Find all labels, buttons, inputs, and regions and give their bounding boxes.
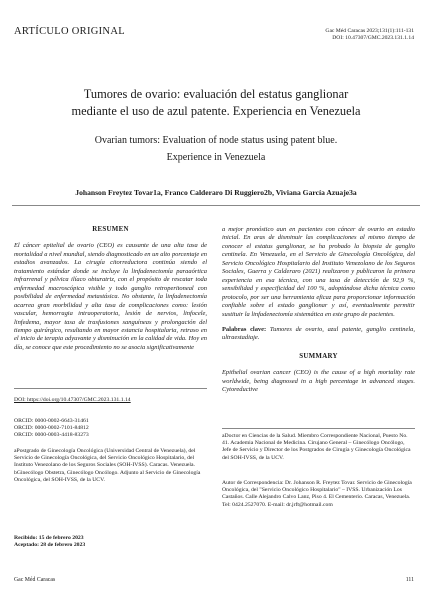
summary-heading: SUMMARY [299,352,338,360]
orcid-list [14,418,207,440]
journal-citation: Gac Méd Caracas 2023;131(1):111-131 [325,28,414,34]
orcid-2: ORCID: 0000-0002-7101-84812 [14,425,89,432]
received-date: Recibido: 15 de febrero 2023 [14,535,84,541]
title-spanish-line1: Tumores de ovario: evaluación del estatus ganglionar [83,87,349,101]
summary-text: Epithelial ovarian cancer (CEO) is the cause of a high mortality rate worldwide, being diagnosed in a high percentage in advanced stages. Cytoreductive [222,369,415,394]
title-spanish-line2: mediante el uso de azul patente. Experiencia en Venezuela [71,104,361,118]
resumen-section [14,226,207,352]
summary-rule [222,428,415,429]
resumen-continuation-text: a mejor pronóstico aun en pacientes con cáncer de ovario en estadio inicial. En aras de disminuir las complicaciones al mismo tiempo de conocer el estatus ganglionar, se ha probado la biopsia de ganglio centinela. En Venezuela, en el Servicio de Ginecología Oncológica, del Servicio Oncológico Hospitalario del Instituto Venezolano de los Seguros Sociales, Guerra y Calderaro (2021) realizaron y publicaron la primera experiencia en esa técnica, con una tasa de detección de 92,9 %, sensibilidad y especificidad del 100 %, adoptándose dicha técnica como protocolo, por ser una herramienta eficaz para proporcionar información confiable sobre el estado ganglionar y así, eventualmente permitir sustituir la linfadenectomía sistemática en este grupo de pacientes. [222,226,415,318]
header-divider [12,205,420,206]
correspondence: Autor de Correspondencia: Dr. Johanson R. Freytez Tovar. Servicio de Ginecología Oncológica, del "Servicio Oncológico Hospitalario" – IVSS. Urbanización Los Castaños. Calle Alejandro Calvo Lanz, Piso 4. El Cementerio. Caracas, Venezuela. Tel: 0424.2527070. E-mail: dr.jrft@hotmail.com [222,480,412,508]
affiliations [14,448,207,484]
accepted-date: Aceptado: 28 de febrero 2023 [14,542,86,549]
journal-citation-block [325,28,414,42]
journal-doi: DOI: 10.47307/GMC.2023.131.1.14 [332,35,414,41]
resumen-text: El cáncer epitelial de ovario (CEO) es causante de una alta tasa de mortalidad a nivel mundial, siendo diagnosticado en un alto porcentaje en estadios avanzados. La cirugía citorreductora continúa siendo el tratamiento estándar donde se incluye la linfadenectomía paraaórtica infrarrenal y pélvica ilíaco obturatriz, con el propósito de rescatar toda enfermedad macroscópica visible y todo ganglio retroperitoneal con posibilidad de enfermedad metastásica. No obstante, la linfadenectomía acarrea gran morbilidad y alta tasa de complicaciones como: lesión vascular, hemorragia intraoperatoria, lesión de nervios, linfocele, linfedema, mayor tasa de trasfusiones sanguíneas y prolongación del tiempo quirúrgico, resultando en mayor estancia hospitalaria, retraso en el inicio de terapia adyuvante y disminución en la calidad de vida. Hoy en día, se conoce que este procedimiento no se asocia significativamente [14,242,207,351]
resumen-rule [14,388,207,389]
doi-link[interactable]: DOI: https://doi.org/10.47307/GMC.2023.131.1.14 [14,397,131,403]
affiliation-a: aPostgrado de Ginecología Oncológica (Universidad Central de Venezuela), del Servicio de Ginecología Oncológica, del Servicio Oncológico Hospitalario, del Instituto Venezolano de los Seguros Sociales (SOH-IVSS). Caracas. Venezuela. [14,448,196,469]
keywords-text: Tumores de ovario, azul patente, ganglio centinela, ultraestadiaje. [222,325,415,342]
orcid-1: ORCID: 0000-0002-6643-31461 [14,418,89,424]
page-number: 111 [405,577,414,583]
title-english-line2: Experience in Venezuela [166,152,266,163]
resumen-continuation [222,226,415,395]
dates [14,535,207,549]
title-english [0,132,432,166]
doi-line [14,397,207,404]
section-label: ARTÍCULO ORIGINAL [14,26,125,37]
footnote-doctor: aDoctor en Ciencias de la Salud. Miembro Correspondiente Nacional, Puesto No. 41. Academia Nacional de Medicina. Cirujano General – Ginecólogo Oncólogo, Jefe de Servicio y Director de los Postgrados de Cirugía y Ginecología Oncológica del SOH-IVSS, de la UCV. [222,433,411,461]
authors: Johanson Freytez Tovar1a, Franco Calderaro Di Ruggiero2b, Viviana García Azuaje3a [75,188,357,197]
keywords [222,326,415,343]
title-english-line1: Ovarian tumors: Evaluation of node status using patent blue. [94,135,338,146]
title-spanish [0,86,432,120]
resumen-heading: RESUMEN [92,226,129,233]
keywords-label: Palabras clave: [222,325,267,333]
orcid-3: ORCID: 0000-0003-4418-83273 [14,432,89,439]
footer-journal: Gac Méd Caracas [14,577,56,583]
affiliation-b: bGinecólogo Obstetra, Ginecólogo Oncólogo. Adjunto al Servicio de Ginecología Oncológica, del SOH-IVSS, de la UCV. [14,469,201,483]
